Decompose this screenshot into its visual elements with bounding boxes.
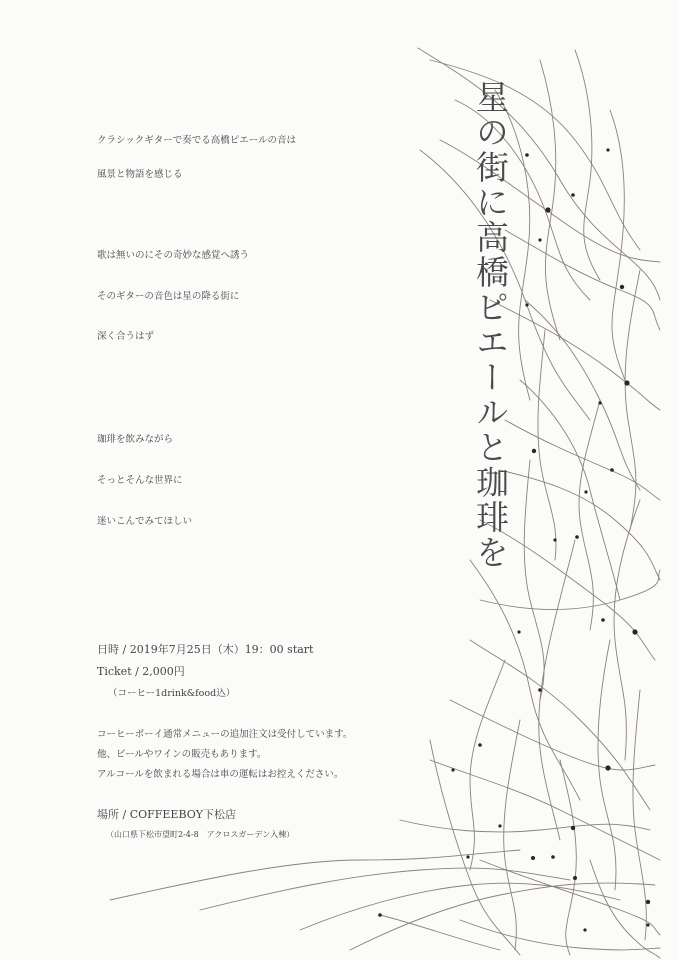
poem-line: 珈琲を飲みながら	[97, 434, 174, 445]
poem-line: クラシックギターで奏でる高橋ピエールの音は	[97, 135, 297, 146]
event-note: アルコールを飲まれる場合は車の運転はお控えください。	[97, 769, 344, 780]
poem-line: そっとそんな世界に	[97, 475, 183, 486]
event-ticket: Ticket / 2,000円	[97, 665, 185, 678]
event-ticket-note: （コーヒー1drink&food込）	[108, 688, 236, 699]
event-venue: 場所 / COFFEEBOY下松店	[97, 808, 237, 821]
poem-line: そのギターの音色は星の降る街に	[97, 291, 240, 302]
event-datetime: 日時 / 2019年7月25日（木）19：00 start	[97, 643, 314, 656]
event-address: （山口県下松市望町2-4-8 アクロスガーデン入棟）	[106, 830, 295, 839]
event-note: コーヒーボーイ通常メニューの追加注文は受付しています。	[97, 729, 353, 740]
poem-line: 風景と物語を感じる	[97, 169, 183, 180]
poem-line: 迷いこんでみてほしい	[97, 516, 193, 527]
poster-title: 星の街に高橋ピエールと珈琲を	[471, 80, 510, 570]
event-note: 他、ビールやワインの販売もあります。	[97, 749, 267, 760]
poem-line: 深く合うはず	[97, 331, 155, 342]
poem-line: 歌は無いのにその奇妙な感覚へ誘う	[97, 250, 250, 261]
